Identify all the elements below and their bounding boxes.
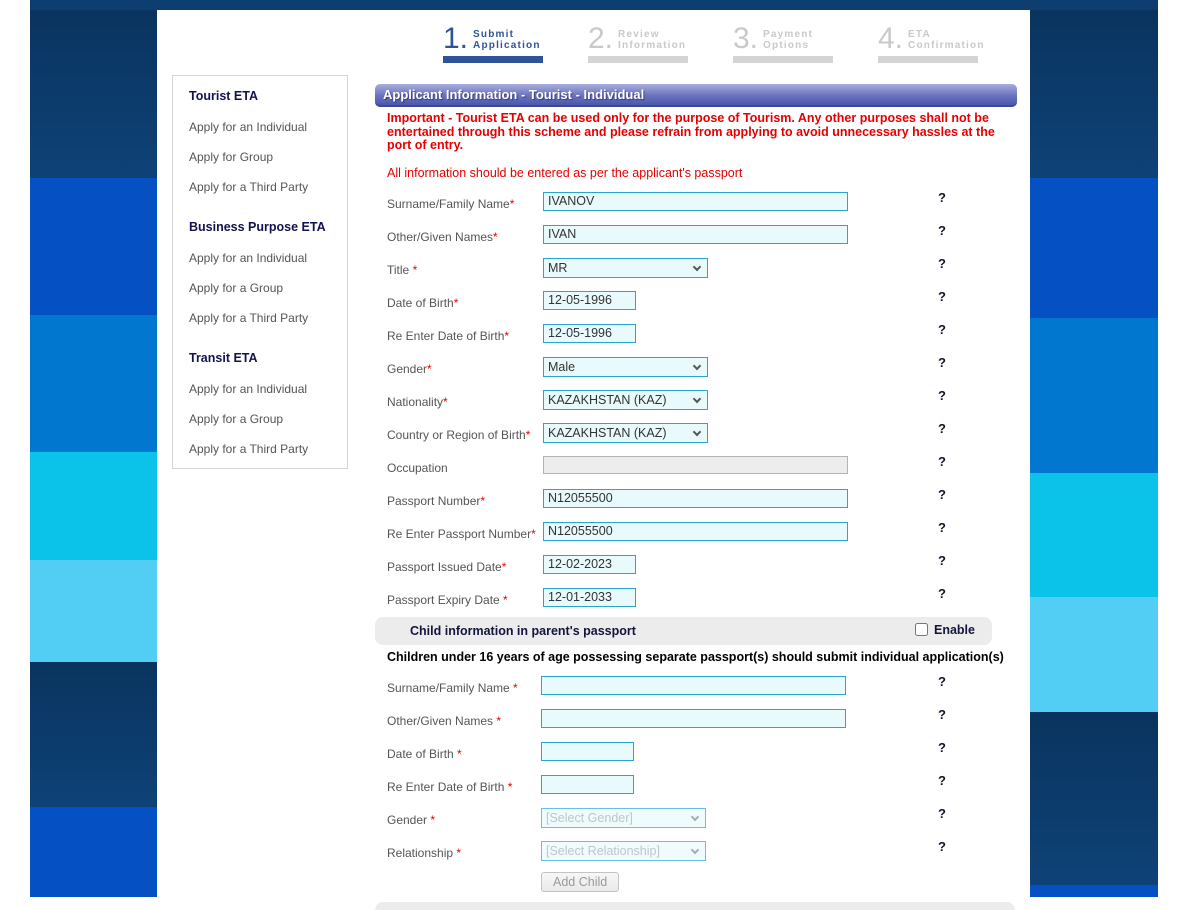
step-3 <box>733 22 833 63</box>
sidebar-item-transit-eta-apply-for-an-individual[interactable]: Apply for an Individual <box>189 382 308 396</box>
title-select[interactable] <box>543 258 708 278</box>
step-2 <box>588 22 688 63</box>
add-child-row <box>375 870 1017 897</box>
passport-issued-date-help-icon[interactable]: ? <box>938 552 946 568</box>
title-help-icon[interactable]: ? <box>938 255 946 271</box>
stripe-band <box>1030 473 1158 597</box>
field-label: Country or Region of Birth* <box>387 427 531 442</box>
child-given-names-help-icon[interactable]: ? <box>938 706 946 722</box>
sidebar-item-transit-eta-apply-for-a-group[interactable]: Apply for a Group <box>189 412 284 426</box>
birth-country-select[interactable] <box>543 423 708 443</box>
required-asterisk: * <box>493 229 498 244</box>
required-asterisk: * <box>531 526 536 541</box>
step-label-line2: Information <box>618 40 687 51</box>
required-asterisk: * <box>504 328 510 343</box>
main-content-area <box>157 10 1030 897</box>
step-label-line1: Submit <box>473 29 515 40</box>
stripe-band <box>30 10 157 178</box>
child-relationship-select <box>541 841 706 861</box>
step-indicator <box>443 22 1023 63</box>
step-underline <box>733 56 833 63</box>
step-label-line2: Options <box>763 40 810 51</box>
child-gender-help-icon[interactable]: ? <box>938 805 946 821</box>
applicant-fields <box>375 188 1017 617</box>
field-row-re-passport-number <box>375 518 1017 551</box>
step-4 <box>878 22 985 63</box>
field-row-surname <box>375 188 1017 221</box>
step-underline <box>588 56 688 63</box>
important-note: Important - Tourist ETA can be used only for the purpose of Tourism. Any other purposes shall not be entertained through this scheme and please refrain from applying to avoid unnecessary hassles at the port of entry. <box>387 111 995 152</box>
step-label-line1: Review <box>618 29 660 40</box>
passport-expiry-date-help-icon[interactable]: ? <box>938 585 946 601</box>
sidebar-item-business-purpose-eta-apply-for-a-group[interactable]: Apply for a Group <box>189 281 284 295</box>
sidebar <box>172 75 348 469</box>
step-label-line1: ETA <box>908 29 931 40</box>
required-asterisk: * <box>525 427 531 442</box>
field-label: Re Enter Passport Number* <box>387 526 536 541</box>
required-asterisk: * <box>504 779 513 794</box>
gender-select[interactable] <box>543 357 708 377</box>
passport-expiry-date-input[interactable] <box>543 588 636 607</box>
field-label: Gender * <box>387 812 436 827</box>
child-surname-input[interactable] <box>541 676 846 695</box>
field-row-gender <box>375 353 1017 386</box>
surname-input[interactable] <box>543 192 848 211</box>
stripe-band <box>1030 885 1158 897</box>
child-date-of-birth-help-icon[interactable]: ? <box>938 739 946 755</box>
re-date-of-birth-input[interactable] <box>543 324 636 343</box>
stripe-band <box>30 178 157 315</box>
birth-country-help-icon[interactable]: ? <box>938 420 946 436</box>
field-row-child-date-of-birth <box>375 738 1017 771</box>
required-asterisk: * <box>493 713 502 728</box>
given-names-help-icon[interactable]: ? <box>938 222 946 238</box>
gender-help-icon[interactable]: ? <box>938 354 946 370</box>
sidebar-section-tourist-eta <box>189 89 339 194</box>
step-label-line1: Payment <box>763 29 814 40</box>
nationality-help-icon[interactable]: ? <box>938 387 946 403</box>
step-label-line2: Confirmation <box>908 40 985 51</box>
nationality-select[interactable] <box>543 390 708 410</box>
child-date-of-birth-input[interactable] <box>541 742 634 761</box>
child-section-title: Child information in parent's passport <box>410 623 636 638</box>
birth-country-select-wrap <box>543 423 708 443</box>
field-label: Passport Number* <box>387 493 486 508</box>
field-label: Surname/Family Name* <box>387 196 515 211</box>
step-1 <box>443 22 543 63</box>
re-passport-number-help-icon[interactable]: ? <box>938 519 946 535</box>
step-number: 1. <box>443 22 469 55</box>
date-of-birth-input[interactable] <box>543 291 636 310</box>
sidebar-item-business-purpose-eta-apply-for-an-individual[interactable]: Apply for an Individual <box>189 251 308 265</box>
sidebar-section-title: Tourist ETA <box>189 89 258 103</box>
field-row-child-gender <box>375 804 1017 837</box>
field-label: Passport Issued Date* <box>387 559 507 574</box>
step-number: 4. <box>878 22 904 55</box>
stripe-band <box>1030 10 1158 178</box>
add-child-button: Add Child <box>541 872 619 892</box>
field-row-child-surname <box>375 672 1017 705</box>
stripe-band <box>30 315 157 452</box>
gender-select-wrap <box>543 357 708 377</box>
field-label: Gender* <box>387 361 432 376</box>
left-decoration-stripe <box>30 10 157 897</box>
step-label-line2: Application <box>473 40 541 51</box>
occupation-help-icon[interactable]: ? <box>938 453 946 469</box>
required-asterisk: * <box>509 680 518 695</box>
field-row-passport-number <box>375 485 1017 518</box>
sidebar-section-title: Business Purpose ETA <box>189 220 326 234</box>
sidebar-section-title: Transit ETA <box>189 351 258 365</box>
field-label: Date of Birth* <box>387 295 459 310</box>
field-row-child-relationship <box>375 837 1017 870</box>
field-row-birth-country <box>375 419 1017 452</box>
next-section-bar-sliver <box>375 902 1015 910</box>
required-asterisk: * <box>427 812 436 827</box>
required-asterisk: * <box>509 196 515 211</box>
field-label: Date of Birth * <box>387 746 462 761</box>
required-asterisk: * <box>409 262 418 277</box>
field-label: Nationality* <box>387 394 448 409</box>
passport-number-help-icon[interactable]: ? <box>938 486 946 502</box>
required-asterisk: * <box>499 592 508 607</box>
field-label: Occupation <box>387 460 448 475</box>
child-relationship-help-icon[interactable]: ? <box>938 838 946 854</box>
sidebar-section-transit-eta <box>189 351 339 456</box>
child-surname-help-icon[interactable]: ? <box>938 673 946 689</box>
field-label: Other/Given Names* <box>387 229 498 244</box>
sidebar-item-tourist-eta-apply-for-a-third-party[interactable]: Apply for a Third Party <box>189 180 309 194</box>
passport-issued-date-input[interactable] <box>543 555 636 574</box>
date-of-birth-help-icon[interactable]: ? <box>938 288 946 304</box>
field-label: Title * <box>387 262 418 277</box>
occupation-input <box>543 456 848 474</box>
right-decoration-stripe <box>1030 10 1158 897</box>
child-re-date-of-birth-input[interactable] <box>541 775 634 794</box>
required-asterisk: * <box>453 295 459 310</box>
stripe-band <box>1030 597 1158 712</box>
surname-help-icon[interactable]: ? <box>938 189 946 205</box>
top-decoration-bar <box>30 0 1158 10</box>
children-passport-note: Children under 16 years of age possessing separate passport(s) should submit individual application(s) <box>387 649 1004 664</box>
field-row-child-re-date-of-birth <box>375 771 1017 804</box>
step-number: 3. <box>733 22 759 55</box>
child-gender-select-wrap <box>541 808 706 828</box>
step-number: 2. <box>588 22 614 55</box>
sidebar-item-business-purpose-eta-apply-for-a-third-party[interactable]: Apply for a Third Party <box>189 311 309 325</box>
field-label: Re Enter Date of Birth* <box>387 328 510 343</box>
form-title-bar: Applicant Information - Tourist - Individual <box>375 84 1017 107</box>
required-asterisk: * <box>501 559 507 574</box>
child-gender-select <box>541 808 706 828</box>
title-select-wrap <box>543 258 708 278</box>
required-asterisk: * <box>453 845 462 860</box>
field-row-re-date-of-birth <box>375 320 1017 353</box>
field-row-passport-expiry-date <box>375 584 1017 617</box>
stripe-band <box>30 807 157 897</box>
required-asterisk: * <box>427 361 432 376</box>
passport-info-note: All information should be entered as per the applicant's passport <box>387 165 743 180</box>
stripe-band <box>30 452 157 560</box>
required-asterisk: * <box>453 746 462 761</box>
stripe-band <box>30 560 157 662</box>
stripe-band <box>1030 318 1158 473</box>
passport-number-input[interactable] <box>543 489 848 508</box>
re-date-of-birth-help-icon[interactable]: ? <box>938 321 946 337</box>
field-row-occupation <box>375 452 1017 485</box>
field-row-given-names <box>375 221 1017 254</box>
enable-control <box>915 623 975 637</box>
stripe-band <box>1030 712 1158 885</box>
stripe-band <box>1030 178 1158 318</box>
field-row-child-given-names <box>375 705 1017 738</box>
sidebar-section-business-purpose-eta <box>189 220 339 325</box>
required-asterisk: * <box>480 493 486 508</box>
sidebar-item-tourist-eta-apply-for-group[interactable]: Apply for Group <box>189 150 274 164</box>
required-asterisk: * <box>443 394 448 409</box>
field-row-nationality <box>375 386 1017 419</box>
child-section-bar <box>375 617 992 645</box>
given-names-input[interactable] <box>543 225 848 244</box>
nationality-select-wrap <box>543 390 708 410</box>
sidebar-item-transit-eta-apply-for-a-third-party[interactable]: Apply for a Third Party <box>189 442 309 456</box>
re-passport-number-input[interactable] <box>543 522 848 541</box>
child-given-names-input[interactable] <box>541 709 846 728</box>
child-fields <box>375 672 1017 870</box>
applicant-form <box>375 84 1017 910</box>
step-underline <box>443 56 543 63</box>
enable-label: Enable <box>934 622 975 637</box>
field-row-title <box>375 254 1017 287</box>
stripe-band <box>30 662 157 807</box>
step-underline <box>878 56 978 63</box>
child-re-date-of-birth-help-icon[interactable]: ? <box>938 772 946 788</box>
sidebar-item-tourist-eta-apply-for-an-individual[interactable]: Apply for an Individual <box>189 120 308 134</box>
field-row-date-of-birth <box>375 287 1017 320</box>
field-label: Other/Given Names * <box>387 713 502 728</box>
child-relationship-select-wrap <box>541 841 706 861</box>
enable-checkbox[interactable] <box>915 623 928 636</box>
field-label: Passport Expiry Date * <box>387 592 508 607</box>
field-label: Relationship * <box>387 845 462 860</box>
field-label: Re Enter Date of Birth * <box>387 779 513 794</box>
field-row-passport-issued-date <box>375 551 1017 584</box>
field-label: Surname/Family Name * <box>387 680 518 695</box>
